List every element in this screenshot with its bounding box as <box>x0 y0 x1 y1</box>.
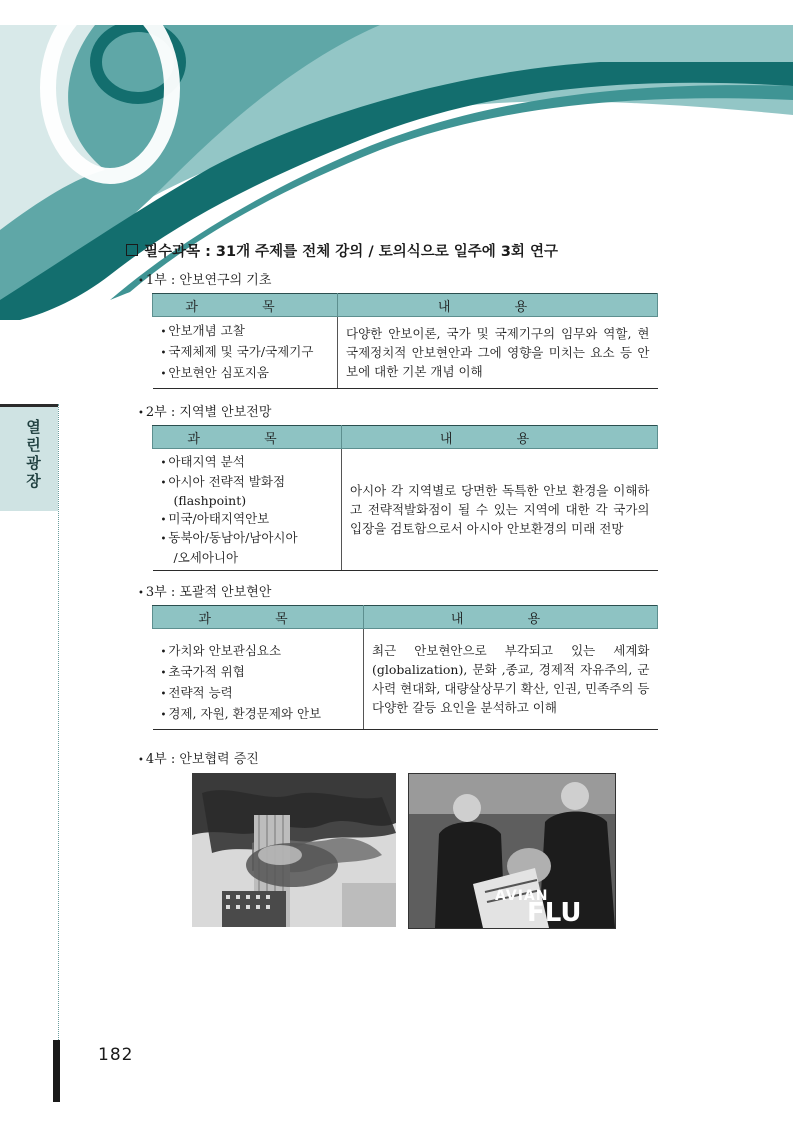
side-dotted-line <box>58 404 59 1044</box>
list-item: • 국제체제 및 국가/국제기구 <box>160 344 314 359</box>
part-1-title: • 1부 : 안보연구의 기초 <box>138 273 272 288</box>
part-2-title: • 2부 : 지역별 안보전망 <box>138 405 272 420</box>
list-item: • 미국/아태지역안보 <box>160 510 270 526</box>
side-tab-label: 열린광장 <box>24 419 42 491</box>
subject-list <box>153 629 364 730</box>
table-header-content: 내 용 <box>342 426 658 449</box>
list-item: • 동북아/동남아/남아시아 <box>160 530 298 545</box>
list-item: • 안보현안 심포지움 <box>160 365 269 380</box>
list-item: /오세아니아 <box>173 549 239 565</box>
page-number: 182 <box>98 1045 134 1065</box>
subject-list <box>153 449 342 571</box>
table-header-content: 내 용 <box>338 294 658 317</box>
subject-list <box>153 317 338 389</box>
footer-bar <box>53 1040 60 1102</box>
content-description: 다양한 안보이론, 국가 및 국제기구의 임무와 역할, 현 국제정치적 안보현안과 그에 영향을 미치는 요소 등 안보에 대한 기본 개념 이해 <box>338 317 658 389</box>
side-section-tab <box>0 404 58 511</box>
page-content <box>128 240 660 933</box>
table-header-subject: 과 목 <box>153 294 338 317</box>
part-4-title: • 4부 : 안보협력 증진 <box>138 752 259 767</box>
avian-caption: AVIAN <box>495 888 549 904</box>
list-item: • 경제, 자원, 환경문제와 안보 <box>160 706 322 721</box>
content-description: 최근 안보현안으로 부각되고 있는 세계화 (globalization), 문화 ,종교, 경제적 자유주의, 군사력 현대화, 대량살상무기 확산, 인권, 민족주의 등 다양한 갈등 요인을 분석하고 이해 <box>364 629 658 730</box>
flu-caption: FLU <box>527 898 582 928</box>
table-header-subject: 과 목 <box>153 426 342 449</box>
part-3-table <box>152 605 658 730</box>
page-title: 필수과목 : 31개 주제를 전체 강의 / 토의식으로 일주에 3회 연구 <box>126 240 660 261</box>
part-1-table <box>152 293 658 389</box>
list-item: (flashpoint) <box>173 493 247 508</box>
table-header-content: 내 용 <box>364 606 658 629</box>
list-item: • 아태지역 분석 <box>160 454 245 469</box>
checkbox-square-icon <box>126 244 138 256</box>
list-item: • 가치와 안보관심요소 <box>160 643 282 658</box>
list-item: • 아시아 전략적 발화점 <box>160 473 286 489</box>
twin-towers-smoke-photo <box>192 773 396 927</box>
part-3-title: • 3부 : 포괄적 안보현안 <box>138 585 272 600</box>
photo-row <box>192 773 660 933</box>
list-item: • 안보개념 고찰 <box>160 323 245 338</box>
part-2-table <box>152 425 658 571</box>
avian-flu-photo <box>408 773 616 929</box>
content-description: 아시아 각 지역별로 당면한 독특한 안보 환경을 이해하고 전략적발화점이 될 수 있는 지역에 대한 각 국가의 입장을 검토함으로서 아시아 안보환경의 미래 전망 <box>342 449 658 571</box>
list-item: • 전략적 능력 <box>160 685 233 700</box>
list-item: • 초국가적 위협 <box>160 664 245 679</box>
table-header-subject: 과 목 <box>153 606 364 629</box>
